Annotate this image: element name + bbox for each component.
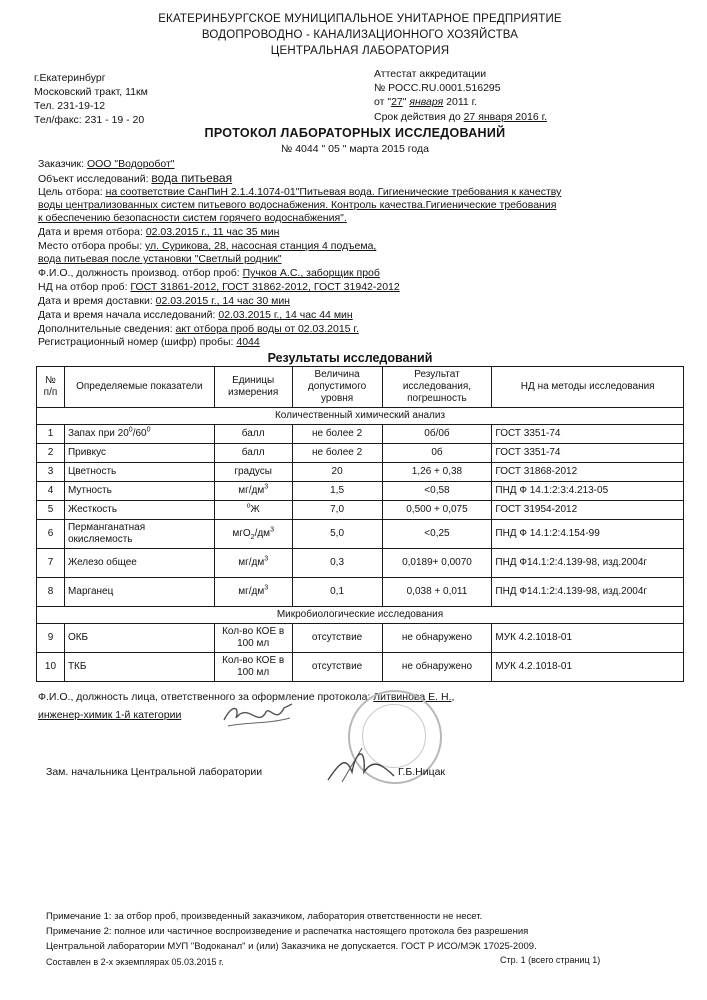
row-number: 7 [37, 549, 65, 578]
row-indicator: ОКБ [64, 624, 214, 653]
field-start-value: 02.03.2015 г., 14 час 44 мин [218, 309, 353, 321]
field-delivery [38, 295, 290, 308]
field-purpose-line-3: к обеспечению безопасности систем горячего водоснабжения". [38, 212, 347, 224]
field-place-line-1: ул. Сурикова, 28, насосная станция 4 подъема, [145, 240, 377, 252]
row-limit: не более 2 [292, 444, 382, 463]
row-indicator-sup: 0 [146, 426, 151, 434]
row-unit-text: мгО [232, 528, 251, 539]
row-unit [214, 549, 292, 578]
field-place-label: Место отбора пробы: [38, 240, 146, 252]
copies-note: Составлен в 2-х экземплярах 05.03.2015 г. [46, 957, 224, 967]
row-unit: балл [214, 425, 292, 444]
accreditation-number: № РОСС.RU.0001.516295 [374, 82, 501, 94]
field-nd-label: НД на отбор проб: [38, 281, 131, 293]
address-street: Московский тракт, 11км [34, 86, 148, 98]
field-purpose-line-1: на соответствие СанПиН 2.1.4.1074-01"Питьевая вода. Гигиенические требования к качеству [105, 186, 562, 198]
row-result: не обнаружено [382, 653, 492, 682]
responsible-position-text: инженер-химик 1-й категории [38, 709, 182, 721]
row-method: ГОСТ 3351-74 [492, 425, 684, 444]
row-indicator: Цветность [64, 463, 214, 482]
row-number: 6 [37, 520, 65, 549]
row-result: <0,58 [382, 482, 492, 501]
row-unit-text: Ж [250, 504, 260, 515]
row-limit: 0,3 [292, 549, 382, 578]
results-table [36, 366, 684, 682]
page-number: Стр. 1 (всего страниц 1) [500, 955, 601, 965]
row-unit-sub: 2 [250, 534, 255, 541]
row-indicator: Привкус [64, 444, 214, 463]
field-customer-value: ООО "Водоробот" [86, 158, 175, 170]
responsible-position [38, 709, 181, 722]
field-place-1 [38, 240, 376, 253]
field-extra-label: Дополнительные сведения: [38, 323, 176, 335]
row-method: ПНД Ф 14.1:2:3:4.213-05 [492, 482, 684, 501]
row-indicator [64, 425, 214, 444]
field-sampling-date-value: 02.03.2015 г., 11 час 35 мин [145, 226, 280, 238]
field-nd-value: ГОСТ 31861-2012, ГОСТ 31862-2012, ГОСТ 31942-2012 [130, 281, 400, 293]
row-indicator-sup: 0 [128, 426, 133, 434]
accreditation-date-year: 2011 г. [443, 96, 478, 108]
col-result: Результат исследования, погрешность [382, 367, 492, 408]
section-row-chem [37, 408, 684, 425]
row-unit-sup: 3 [264, 584, 269, 592]
row-method: ПНД Ф14.1:2:4.139-98, изд.2004г [492, 549, 684, 578]
row-method: ГОСТ 31954-2012 [492, 501, 684, 520]
row-indicator: Жесткость [64, 501, 214, 520]
address-city: г.Екатеринбург [34, 72, 106, 84]
address-fax: Тел/факс: 231 - 19 - 20 [34, 114, 145, 126]
row-result: 0,500 + 0,075 [382, 501, 492, 520]
accreditation-date-prefix: от " [374, 96, 392, 108]
row-number: 2 [37, 444, 65, 463]
row-indicator-mid: /60 [132, 428, 147, 439]
row-limit: 1,5 [292, 482, 382, 501]
accreditation-date-mid: " [402, 96, 410, 108]
field-place-2 [38, 253, 282, 266]
accreditation-valid-label: Срок действия до [374, 111, 464, 123]
responsible-label: Ф.И.О., должность лица, ответственного за оформление протокола: [38, 691, 374, 703]
row-unit [214, 520, 292, 549]
row-unit [214, 482, 292, 501]
field-delivery-value: 02.03.2015 г., 14 час 30 мин [155, 295, 290, 307]
results-title: Результаты исследований [267, 351, 433, 365]
row-result: 0,038 + 0,011 [382, 578, 492, 607]
field-place-line-2: вода питьевая после установки "Светлый родник" [38, 253, 282, 265]
section-micro: Микробиологические исследования [37, 607, 684, 624]
row-unit: градусы [214, 463, 292, 482]
field-sampling-date [38, 226, 279, 239]
row-number: 9 [37, 624, 65, 653]
row-indicator: Мутность [64, 482, 214, 501]
field-nd [38, 281, 400, 294]
field-sampling-date-label: Дата и время отбора: [38, 226, 146, 238]
accreditation-valid-date: 27 января 2016 г. [463, 111, 548, 123]
table-row [37, 482, 684, 501]
field-purpose-label: Цель отбора: [38, 186, 106, 198]
row-number: 5 [37, 501, 65, 520]
field-object-value: вода питьевая [151, 171, 233, 185]
protocol-number: № 4044 " 05 " марта 2015 года [281, 143, 429, 155]
accreditation-date [374, 96, 477, 109]
deputy-label: Зам. начальника Центральной лаборатории [46, 766, 263, 778]
row-result: 0б/0б [382, 425, 492, 444]
row-unit: Кол-во КОЕ в 100 мл [214, 653, 292, 682]
row-unit [214, 501, 292, 520]
field-sampler-label: Ф.И.О., должность производ. отбор проб: [38, 267, 243, 279]
row-number: 1 [37, 425, 65, 444]
row-unit [214, 578, 292, 607]
row-method: ГОСТ 3351-74 [492, 444, 684, 463]
table-row [37, 444, 684, 463]
note-1: Примечание 1: за отбор проб, произведенный заказчиком, лаборатория ответственности не несет. [46, 911, 483, 922]
field-reg-label: Регистрационный номер (шифр) пробы: [38, 336, 237, 348]
row-result: 0,0189+ 0,0070 [382, 549, 492, 578]
org-line-3: ЦЕНТРАЛЬНАЯ ЛАБОРАТОРИЯ [270, 45, 450, 57]
accreditation-date-day: 27 [391, 96, 403, 108]
row-result: <0,25 [382, 520, 492, 549]
accreditation-valid [374, 111, 547, 124]
protocol-title: ПРОТОКОЛ ЛАБОРАТОРНЫХ ИССЛЕДОВАНИЙ [204, 126, 506, 140]
row-unit-text: мг/дм [238, 586, 265, 597]
address-phone: Тел. 231-19-12 [34, 100, 106, 112]
table-row [37, 624, 684, 653]
row-method: МУК 4.2.1018-01 [492, 624, 684, 653]
row-indicator: Железо общее [64, 549, 214, 578]
responsible-name-suffix: , [451, 691, 455, 703]
row-unit-sup: 3 [264, 483, 269, 491]
table-row [37, 425, 684, 444]
field-delivery-label: Дата и время доставки: [38, 295, 156, 307]
field-start [38, 309, 353, 322]
accreditation-date-month: января [409, 96, 444, 108]
row-unit-text: мг/дм [238, 557, 265, 568]
field-extra [38, 323, 359, 336]
row-result: 0б [382, 444, 492, 463]
row-number: 10 [37, 653, 65, 682]
org-line-1: ЕКАТЕРИНБУРГСКОЕ МУНИЦИПАЛЬНОЕ УНИТАРНОЕ ПРЕДПРИЯТИЕ [158, 13, 562, 25]
table-row [37, 463, 684, 482]
table-row [37, 653, 684, 682]
row-indicator: Перманганатная окисляемость [64, 520, 214, 549]
table-header-row [37, 367, 684, 408]
row-method: МУК 4.2.1018-01 [492, 653, 684, 682]
accreditation-label: Аттестат аккредитации [374, 68, 487, 80]
org-line-2: ВОДОПРОВОДНО - КАНАЛИЗАЦИОННОГО ХОЗЯЙСТВА [201, 29, 519, 41]
table-row [37, 549, 684, 578]
responsible-name: Литвинова Е. Н. [373, 691, 452, 703]
field-sampler [38, 267, 380, 280]
row-limit: 5,0 [292, 520, 382, 549]
field-start-label: Дата и время начала исследований: [38, 309, 219, 321]
field-reg [38, 336, 260, 349]
row-unit-tail: /дм [254, 528, 271, 539]
row-number: 8 [37, 578, 65, 607]
row-number: 4 [37, 482, 65, 501]
row-limit: 7,0 [292, 501, 382, 520]
row-unit: балл [214, 444, 292, 463]
row-unit: Кол-во КОЕ в 100 мл [214, 624, 292, 653]
note-2-line-2: Центральной лаборатории МУП "Водоканал" и (или) Заказчика не допускается. ГОСТ Р ИСО/МЭК 17025-2009. [46, 941, 537, 952]
row-method: ПНД Ф14.1:2:4.139-98, изд.2004г [492, 578, 684, 607]
row-result: 1,26 + 0,38 [382, 463, 492, 482]
field-extra-value: акт отбора проб воды от 02.03.2015 г. [175, 323, 359, 335]
row-unit-sup: 3 [270, 526, 274, 534]
row-unit-sup: о [246, 502, 251, 510]
field-purpose-2 [38, 199, 556, 212]
row-method: ГОСТ 31868-2012 [492, 463, 684, 482]
field-object [38, 172, 232, 186]
section-chem: Количественный химический анализ [37, 408, 684, 425]
field-object-label: Объект исследований: [38, 173, 152, 185]
section-row-micro [37, 607, 684, 624]
col-method: НД на методы исследования [492, 367, 684, 408]
row-limit: 0,1 [292, 578, 382, 607]
field-purpose-line-2: воды централизованных систем питьевого водоснабжения. Контроль качества.Гигиенические требования [38, 199, 557, 211]
row-unit-sup: 3 [264, 555, 269, 563]
table-row [37, 578, 684, 607]
col-unit: Единицы измерения [214, 367, 292, 408]
field-purpose-1 [38, 186, 561, 199]
row-method: ПНД Ф 14.1:2:4.154-99 [492, 520, 684, 549]
row-result: не обнаружено [382, 624, 492, 653]
col-number: № п/п [37, 367, 65, 408]
table-row [37, 501, 684, 520]
field-customer [38, 158, 175, 171]
row-limit: не более 2 [292, 425, 382, 444]
row-limit: 20 [292, 463, 382, 482]
row-indicator-text: Запах при 20 [67, 428, 129, 439]
field-customer-label: Заказчик: [38, 158, 87, 170]
note-2-line-1: Примечание 2: полное или частичное воспроизведение и распечатка настоящего протокола без разрешения [46, 926, 529, 937]
row-number: 3 [37, 463, 65, 482]
row-indicator: ТКБ [64, 653, 214, 682]
field-sampler-value: Пучков А.С., заборщик проб [242, 267, 380, 279]
signature-responsible [218, 698, 298, 732]
field-purpose-3 [38, 212, 347, 225]
row-limit: отсутствие [292, 653, 382, 682]
field-reg-value: 4044 [236, 336, 260, 348]
row-limit: отсутствие [292, 624, 382, 653]
col-indicator: Определяемые показатели [64, 367, 214, 408]
signature-deputy [322, 742, 402, 786]
col-limit: Величина допустимого уровня [292, 367, 382, 408]
row-indicator: Марганец [64, 578, 214, 607]
deputy-name: Г.Б.Ницак [398, 766, 446, 778]
row-unit-text: мг/дм [238, 485, 265, 496]
table-row [37, 520, 684, 549]
